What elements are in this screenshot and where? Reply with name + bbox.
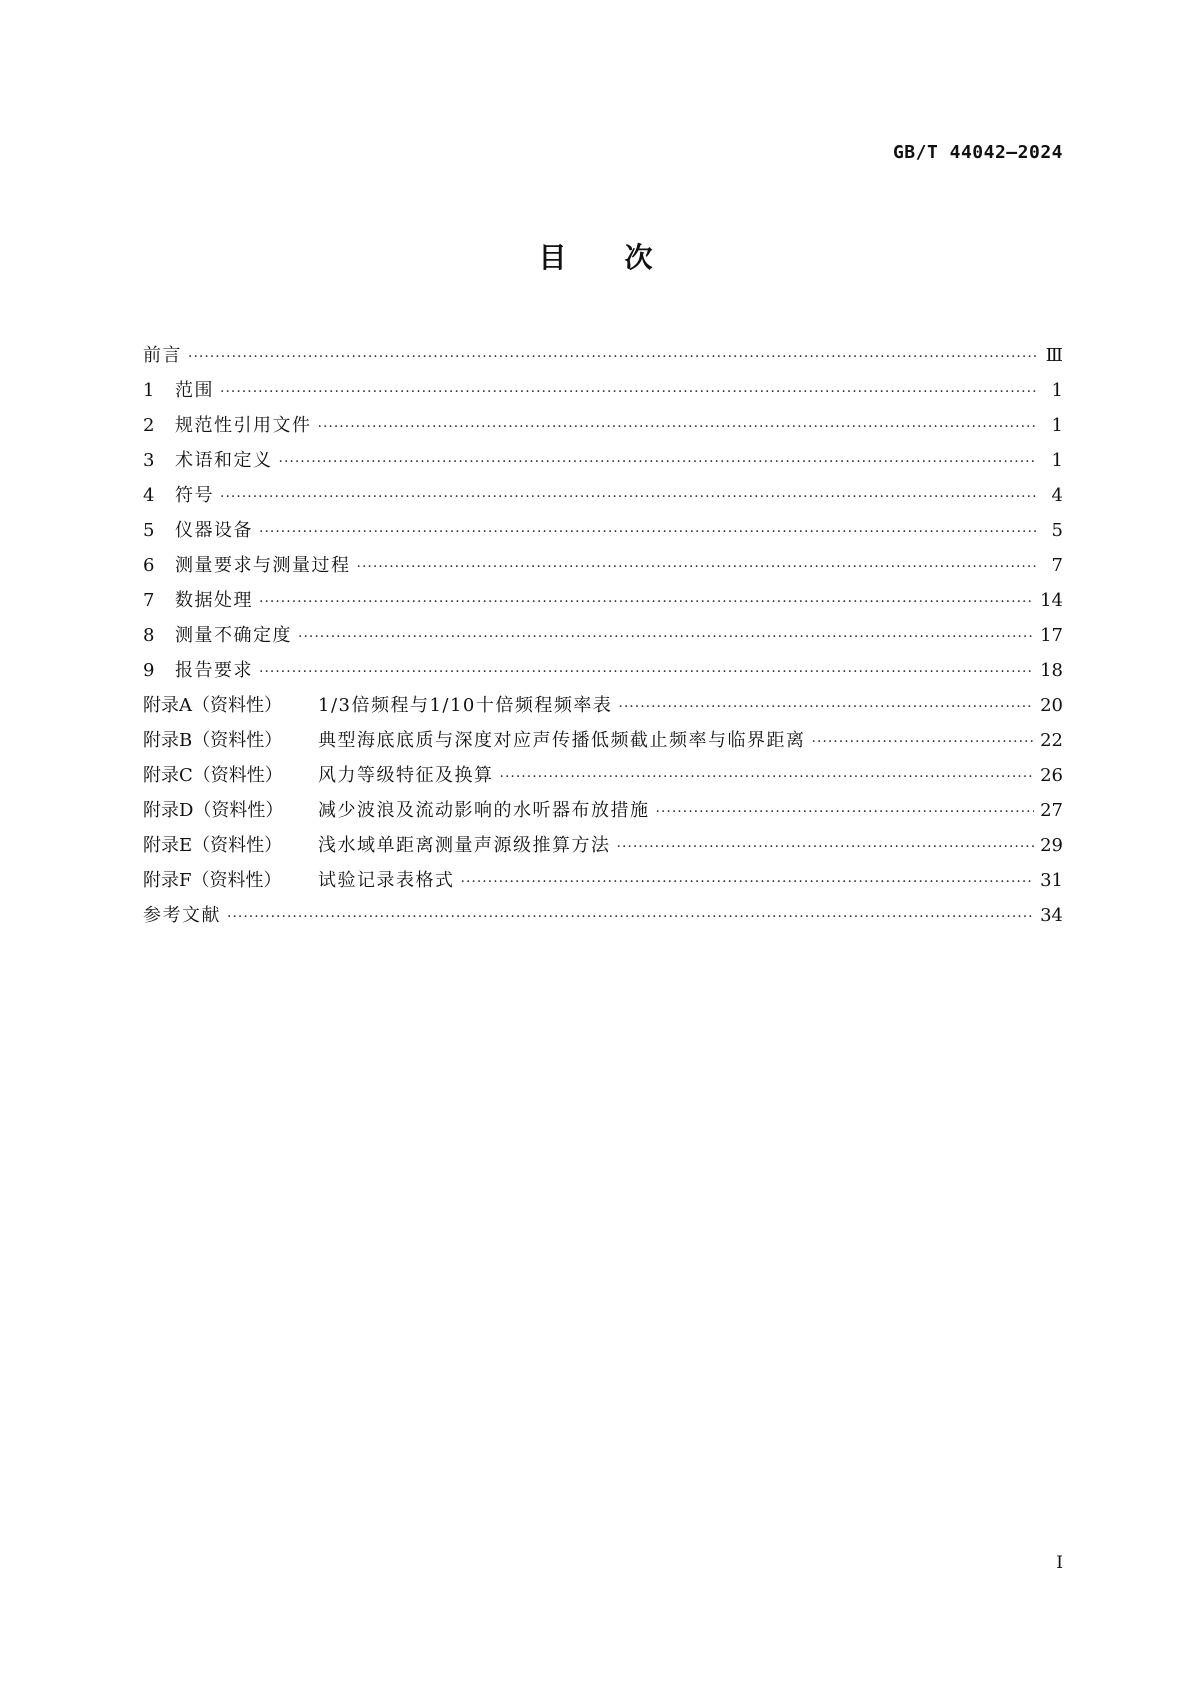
toc-entry-number: 4 [143, 485, 155, 506]
toc-entry-title: 风力等级特征及换算 [318, 765, 494, 786]
toc-entry-number: 7 [143, 590, 155, 611]
page-number: I [1056, 1553, 1063, 1573]
toc-entry-page: 5 [1051, 520, 1063, 541]
toc-entry[interactable] [143, 408, 1063, 443]
toc-leader-dots [298, 620, 1034, 655]
toc-entry-title: 范围 [175, 380, 214, 401]
toc-entry-page: 14 [1040, 590, 1063, 611]
toc-entry[interactable] [143, 828, 1063, 863]
toc-entry-page: 20 [1040, 695, 1063, 716]
toc-entry-annex-label: 附录C（资料性） [143, 765, 283, 786]
toc-entry-title: 术语和定义 [175, 450, 273, 471]
toc-entry-number: 6 [143, 555, 155, 576]
toc-leader-dots [220, 480, 1037, 515]
table-of-contents [143, 338, 1063, 933]
toc-leader-dots [812, 725, 1035, 760]
toc-entry[interactable] [143, 583, 1063, 618]
toc-leader-dots [188, 340, 1037, 375]
toc-leader-dots [357, 550, 1038, 585]
toc-leader-dots [656, 795, 1035, 830]
toc-entry[interactable] [143, 513, 1063, 548]
toc-entry-page: 1 [1051, 415, 1063, 436]
toc-entry-title: 数据处理 [175, 590, 253, 611]
toc-entry-number: 3 [143, 450, 155, 471]
toc-entry-title: 典型海底底质与深度对应声传播低频截止频率与临界距离 [318, 730, 806, 751]
toc-entry-title: 报告要求 [175, 660, 253, 681]
toc-entry-page: 34 [1040, 905, 1063, 926]
toc-entry-number: 9 [143, 660, 155, 681]
toc-entry-page: 4 [1051, 485, 1063, 506]
toc-entry-title: 测量要求与测量过程 [175, 555, 351, 576]
toc-entry[interactable] [143, 898, 1063, 933]
toc-entry-annex-label: 附录F（资料性） [143, 870, 282, 891]
toc-entry-title: 减少波浪及流动影响的水听器布放措施 [318, 800, 650, 821]
toc-entry-title: 测量不确定度 [175, 625, 292, 646]
toc-entry-title: 前言 [143, 345, 182, 366]
toc-entry[interactable] [143, 758, 1063, 793]
toc-entry[interactable] [143, 373, 1063, 408]
toc-entry-page: 17 [1040, 625, 1063, 646]
toc-entry-page: 1 [1051, 450, 1063, 471]
toc-entry[interactable] [143, 793, 1063, 828]
toc-entry-page: Ⅲ [1045, 345, 1063, 366]
toc-entry-page: 29 [1040, 835, 1063, 856]
page-title: 目次 [538, 241, 711, 274]
toc-entry-page: 26 [1040, 765, 1063, 786]
toc-entry[interactable] [143, 548, 1063, 583]
toc-entry-number: 5 [143, 520, 155, 541]
toc-entry[interactable] [143, 338, 1063, 373]
toc-entry-title: 仪器设备 [175, 520, 253, 541]
toc-leader-dots [618, 690, 1034, 725]
toc-entry-number: 2 [143, 415, 155, 436]
toc-entry-annex-label: 附录B（资料性） [143, 730, 283, 751]
toc-entry-title: 参考文献 [143, 905, 221, 926]
toc-entry[interactable] [143, 863, 1063, 898]
toc-entry-page: 1 [1051, 380, 1063, 401]
toc-entry-title: 试验记录表格式 [318, 870, 455, 891]
toc-entry[interactable] [143, 688, 1063, 723]
toc-leader-dots [461, 865, 1035, 900]
toc-entry-annex-label: 附录A（资料性） [143, 695, 282, 716]
toc-entry-title: 1/3倍频程与1/10十倍频程频率表 [318, 695, 613, 716]
toc-entry-page: 7 [1051, 555, 1063, 576]
toc-entry[interactable] [143, 478, 1063, 513]
toc-entry-title: 规范性引用文件 [175, 415, 312, 436]
toc-entry-page: 31 [1040, 870, 1063, 891]
toc-leader-dots [617, 830, 1035, 865]
toc-leader-dots [500, 760, 1035, 795]
toc-entry-annex-label: 附录D（资料性） [143, 800, 284, 821]
toc-entry-title: 浅水域单距离测量声源级推算方法 [318, 835, 611, 856]
toc-leader-dots [259, 585, 1034, 620]
toc-entry[interactable] [143, 618, 1063, 653]
toc-entry[interactable] [143, 723, 1063, 758]
toc-leader-dots [259, 655, 1034, 690]
toc-entry-page: 18 [1040, 660, 1063, 681]
toc-leader-dots [220, 375, 1037, 410]
toc-entry-page: 27 [1040, 800, 1063, 821]
standard-code: GB/T 44042—2024 [892, 142, 1063, 163]
toc-leader-dots [279, 445, 1038, 480]
toc-leader-dots [259, 515, 1037, 550]
toc-leader-dots [227, 900, 1034, 935]
toc-leader-dots [318, 410, 1038, 445]
toc-entry-number: 8 [143, 625, 155, 646]
toc-entry-title: 符号 [175, 485, 214, 506]
toc-entry-number: 1 [143, 380, 155, 401]
toc-entry-page: 22 [1040, 730, 1063, 751]
toc-entry[interactable] [143, 653, 1063, 688]
toc-entry-annex-label: 附录E（资料性） [143, 835, 283, 856]
toc-entry[interactable] [143, 443, 1063, 478]
